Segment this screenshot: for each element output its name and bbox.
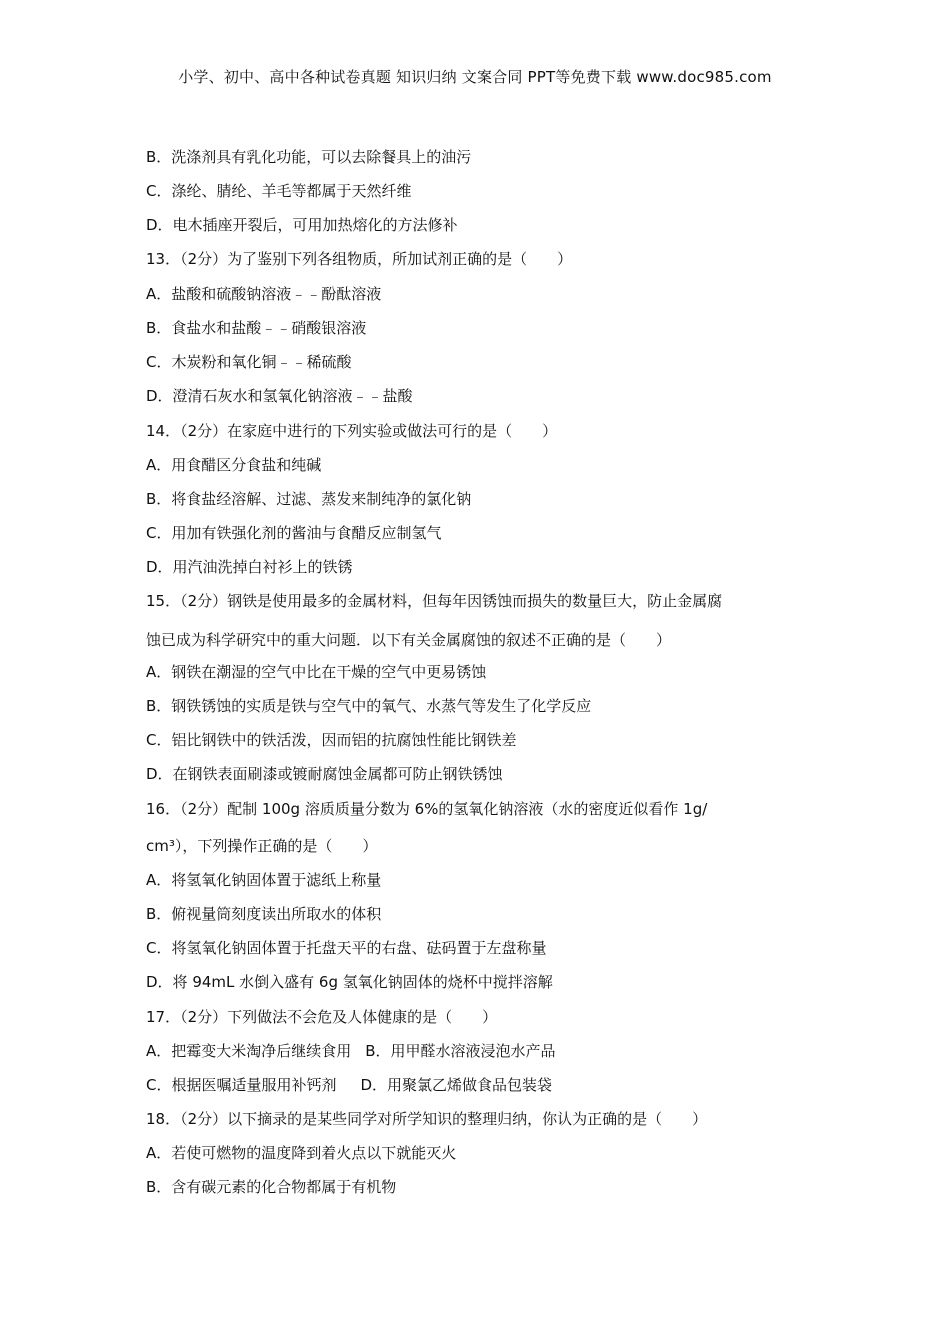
question-18: 18．（2分）以下摘录的是某些同学对所学知识的整理归纳，你认为正确的是（ ） [146, 1110, 708, 1128]
option-line: D．将 94mL 水倒入盛有 6g 氢氧化钠固体的烧杯中搅拌溶解 [146, 973, 553, 991]
page-header: 小学、初中、高中各种试卷真题 知识归纳 文案合同 PPT等免费下载 www.doc985.com [178, 68, 772, 86]
option-line: A．盐酸和硫酸钠溶液﹣﹣酚酞溶液 [146, 285, 382, 303]
option-line: B．洗涤剂具有乳化功能，可以去除餐具上的油污 [146, 148, 472, 166]
option-line: D．在钢铁表面刷漆或镀耐腐蚀金属都可防止钢铁锈蚀 [146, 765, 503, 783]
question-16-cont: cm³），下列操作正确的是（ ） [146, 837, 378, 855]
option-line: A．若使可燃物的温度降到着火点以下就能灭火 [146, 1144, 457, 1162]
option-pair-line [146, 1041, 556, 1061]
question-15: 15．（2分）钢铁是使用最多的金属材料，但每年因锈蚀而损失的数量巨大，防止金属腐 [146, 592, 723, 610]
option-line: D．用汽油洗掉白衬衫上的铁锈 [146, 558, 353, 576]
question-17: 17．（2分）下列做法不会危及人体健康的是（ ） [146, 1008, 498, 1026]
option-line: A．将氢氧化钠固体置于滤纸上称量 [146, 871, 382, 889]
option-line: C．将氢氧化钠固体置于托盘天平的右盘、砝码置于左盘称量 [146, 939, 547, 957]
option-line: B．将食盐经溶解、过滤、蒸发来制纯净的氯化钠 [146, 490, 472, 508]
option-line: C．用加有铁强化剂的酱油与食醋反应制氢气 [146, 524, 442, 542]
option-a: A．把霉变大米淘净后继续食用 [146, 1042, 352, 1060]
question-16: 16．（2分）配制 100g 溶质质量分数为 6%的氢氧化钠溶液（水的密度近似看作 1g/ [146, 800, 708, 818]
option-line: D．电木插座开裂后，可用加热熔化的方法修补 [146, 216, 458, 234]
question-13: 13．（2分）为了鉴别下列各组物质，所加试剂正确的是（ ） [146, 250, 573, 268]
option-line: C．涤纶、腈纶、羊毛等都属于天然纤维 [146, 182, 412, 200]
question-14: 14．（2分）在家庭中进行的下列实验或做法可行的是（ ） [146, 422, 558, 440]
question-15-cont: 蚀已成为科学研究中的重大问题．以下有关金属腐蚀的叙述不正确的是（ ） [146, 631, 672, 649]
option-line: C．铝比钢铁中的铁活泼，因而铝的抗腐蚀性能比钢铁差 [146, 731, 517, 749]
option-line: B．食盐水和盐酸﹣﹣硝酸银溶液 [146, 319, 367, 337]
option-d: D．用聚氯乙烯做食品包装袋 [360, 1076, 553, 1094]
option-line: D．澄清石灰水和氢氧化钠溶液﹣﹣盐酸 [146, 387, 413, 405]
option-line: B．俯视量筒刻度读出所取水的体积 [146, 905, 382, 923]
option-line: B．钢铁锈蚀的实质是铁与空气中的氧气、水蒸气等发生了化学反应 [146, 697, 592, 715]
option-b: B．用甲醛水溶液浸泡水产品 [365, 1042, 556, 1060]
option-c: C．根据医嘱适量服用补钙剂 [146, 1076, 337, 1094]
option-line: A．钢铁在潮湿的空气中比在干燥的空气中更易锈蚀 [146, 663, 487, 681]
option-line: B．含有碳元素的化合物都属于有机物 [146, 1178, 397, 1196]
option-line: A．用食醋区分食盐和纯碱 [146, 456, 322, 474]
option-pair-line [146, 1075, 552, 1095]
option-line: C．木炭粉和氧化铜﹣﹣稀硫酸 [146, 353, 352, 371]
